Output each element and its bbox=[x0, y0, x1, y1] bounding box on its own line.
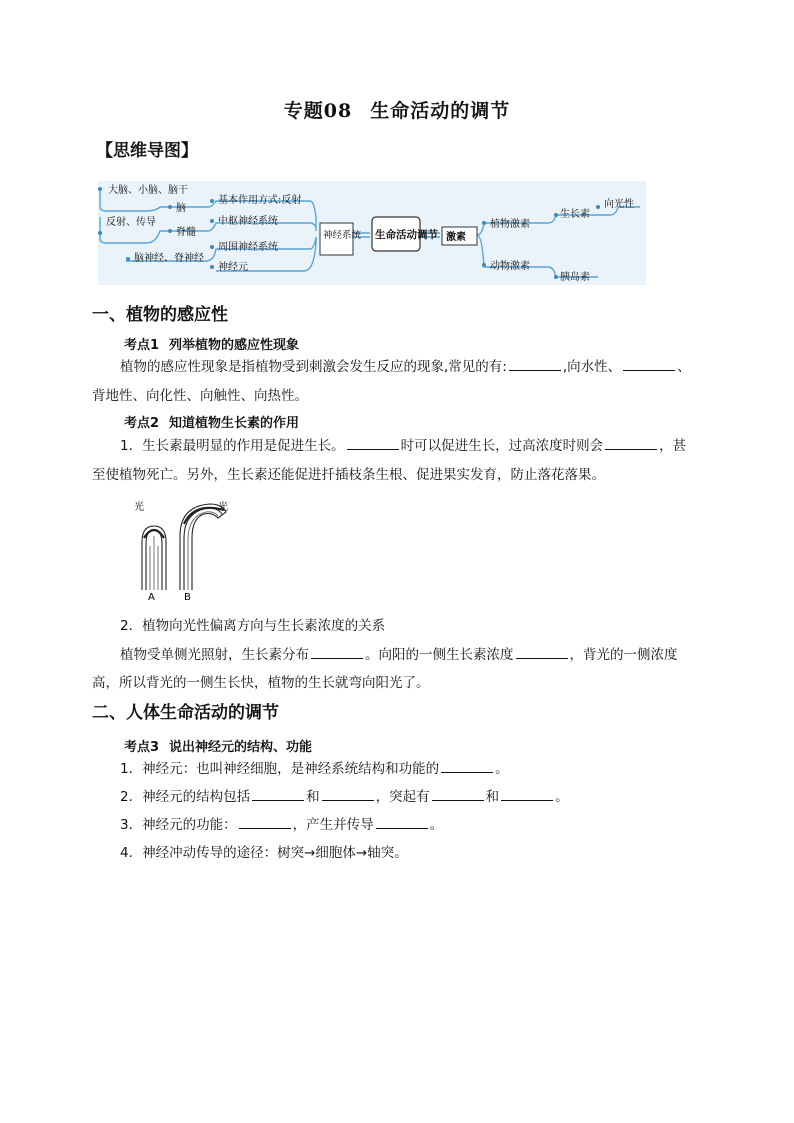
mm-item-pns: 周围神经系统 bbox=[218, 242, 278, 253]
paragraph-4: 植物受单侧光照射，生长素分布 。向阳的一侧生长素浓度 ，背光的一侧浓度 bbox=[120, 647, 678, 663]
paragraph-3: 2．植物向光性偏离方向与生长素浓度的关系 bbox=[120, 618, 386, 634]
mm-item-cns: 中枢神经系统 bbox=[218, 216, 278, 227]
dot-icon bbox=[210, 265, 214, 269]
answer-blank[interactable] bbox=[347, 436, 399, 450]
dot-icon bbox=[210, 219, 214, 223]
kaodian-1 bbox=[124, 334, 299, 353]
kaodian-2 bbox=[124, 412, 299, 431]
dot-icon bbox=[596, 205, 600, 209]
dot-icon bbox=[168, 229, 172, 233]
neuron-line-1: 1．神经元：也叫神经细胞，是神经系统结构和功能的 。 bbox=[120, 761, 509, 777]
kaodian-text: 列举植物的感应性现象 bbox=[169, 338, 300, 353]
dot-icon bbox=[210, 199, 214, 203]
dot-icon bbox=[98, 187, 102, 191]
mm-center-label: 生命活动调节 bbox=[375, 229, 438, 241]
neuron-line-2: 2．神经元的结构包括 和 ，突起有 和 。 bbox=[120, 789, 569, 805]
kaodian-text: 说出神经元的结构、功能 bbox=[169, 740, 313, 755]
paragraph-2: 1．生长素最明显的作用是促进生长。 时可以促进生长，过高浓度时则会 ，甚 bbox=[120, 438, 687, 454]
dot-icon bbox=[482, 221, 486, 225]
kaodian-text: 知道植物生长素的作用 bbox=[169, 416, 300, 431]
dot-icon bbox=[98, 231, 102, 235]
mm-peripheral: 脑神经、脊神经 bbox=[134, 253, 204, 264]
mind-map bbox=[98, 181, 646, 285]
label-a: A bbox=[148, 592, 155, 602]
section-2-heading: 二、人体生命活动的调节 bbox=[92, 703, 279, 723]
kaodian-number: 考点2 bbox=[124, 416, 160, 431]
dot-icon bbox=[482, 263, 486, 267]
dot-icon bbox=[554, 275, 558, 279]
seedling-a bbox=[142, 526, 166, 590]
answer-blank[interactable] bbox=[605, 436, 657, 450]
answer-blank[interactable] bbox=[239, 815, 291, 829]
topic-number: 专题08 bbox=[283, 100, 353, 122]
dot-icon bbox=[126, 257, 130, 261]
section-1-heading: 一、植物的感应性 bbox=[92, 305, 228, 325]
answer-blank[interactable] bbox=[322, 787, 374, 801]
mm-phototropism: 向光性 bbox=[604, 199, 634, 210]
kaodian-3 bbox=[124, 736, 312, 755]
answer-blank[interactable] bbox=[252, 787, 304, 801]
kaodian-number: 考点1 bbox=[124, 338, 160, 353]
mm-plant-hormone: 植物激素 bbox=[490, 219, 530, 230]
answer-blank[interactable] bbox=[623, 357, 675, 371]
mm-insulin: 胰岛素 bbox=[560, 272, 590, 283]
mm-item-reflex: 基本作用方式:反射 bbox=[218, 195, 302, 206]
mm-brain: 脑 bbox=[176, 203, 186, 214]
light-label-a: 光 bbox=[134, 502, 144, 513]
answer-blank[interactable] bbox=[509, 357, 561, 371]
answer-blank[interactable] bbox=[311, 645, 363, 659]
light-label-b: 光 bbox=[218, 502, 228, 513]
answer-blank[interactable] bbox=[516, 645, 568, 659]
mm-hormone-label: 激素 bbox=[446, 232, 466, 243]
answer-blank[interactable] bbox=[501, 787, 553, 801]
dot-icon bbox=[554, 213, 558, 217]
answer-blank[interactable] bbox=[441, 759, 493, 773]
paragraph-1: 植物的感应性现象是指植物受到刺激会发生反应的现象,常见的有: ,向水性、 、 bbox=[120, 359, 691, 375]
seedling-b bbox=[180, 504, 226, 590]
paragraph-4-cont: 高，所以背光的一侧生长快，植物的生长就弯向阳光了。 bbox=[92, 675, 430, 691]
kaodian-number: 考点3 bbox=[124, 740, 160, 755]
mm-auxin: 生长素 bbox=[560, 209, 590, 220]
dot-icon bbox=[168, 205, 172, 209]
phototropism-figure bbox=[128, 496, 238, 602]
dot-icon bbox=[210, 245, 214, 249]
mm-spinal: 脊髓 bbox=[176, 227, 196, 238]
mm-spinal-func: 反射、传导 bbox=[106, 217, 156, 228]
topic-name: 生命活动的调节 bbox=[370, 100, 511, 122]
mm-item-neuron: 神经元 bbox=[218, 262, 248, 273]
mm-animal-hormone: 动物激素 bbox=[490, 261, 530, 272]
label-b: B bbox=[184, 592, 191, 602]
mm-brain-parts: 大脑、小脑、脑干 bbox=[108, 185, 188, 196]
paragraph-2-cont: 至使植物死亡。另外，生长素还能促进扦插枝条生根、促进果实发育，防止落花落果。 bbox=[92, 467, 605, 483]
neuron-line-4: 4．神经冲动传导的途径：树突→细胞体→轴突。 bbox=[120, 845, 408, 861]
mindmap-heading: 【思维导图】 bbox=[96, 141, 198, 161]
page-title bbox=[0, 96, 794, 123]
answer-blank[interactable] bbox=[432, 787, 484, 801]
mm-nervous-label: 神经系统 bbox=[323, 230, 362, 241]
paragraph-1-cont: 背地性、向化性、向触性、向热性。 bbox=[92, 388, 308, 404]
answer-blank[interactable] bbox=[376, 815, 428, 829]
neuron-line-3: 3．神经元的功能： ，产生并传导 。 bbox=[120, 817, 444, 833]
